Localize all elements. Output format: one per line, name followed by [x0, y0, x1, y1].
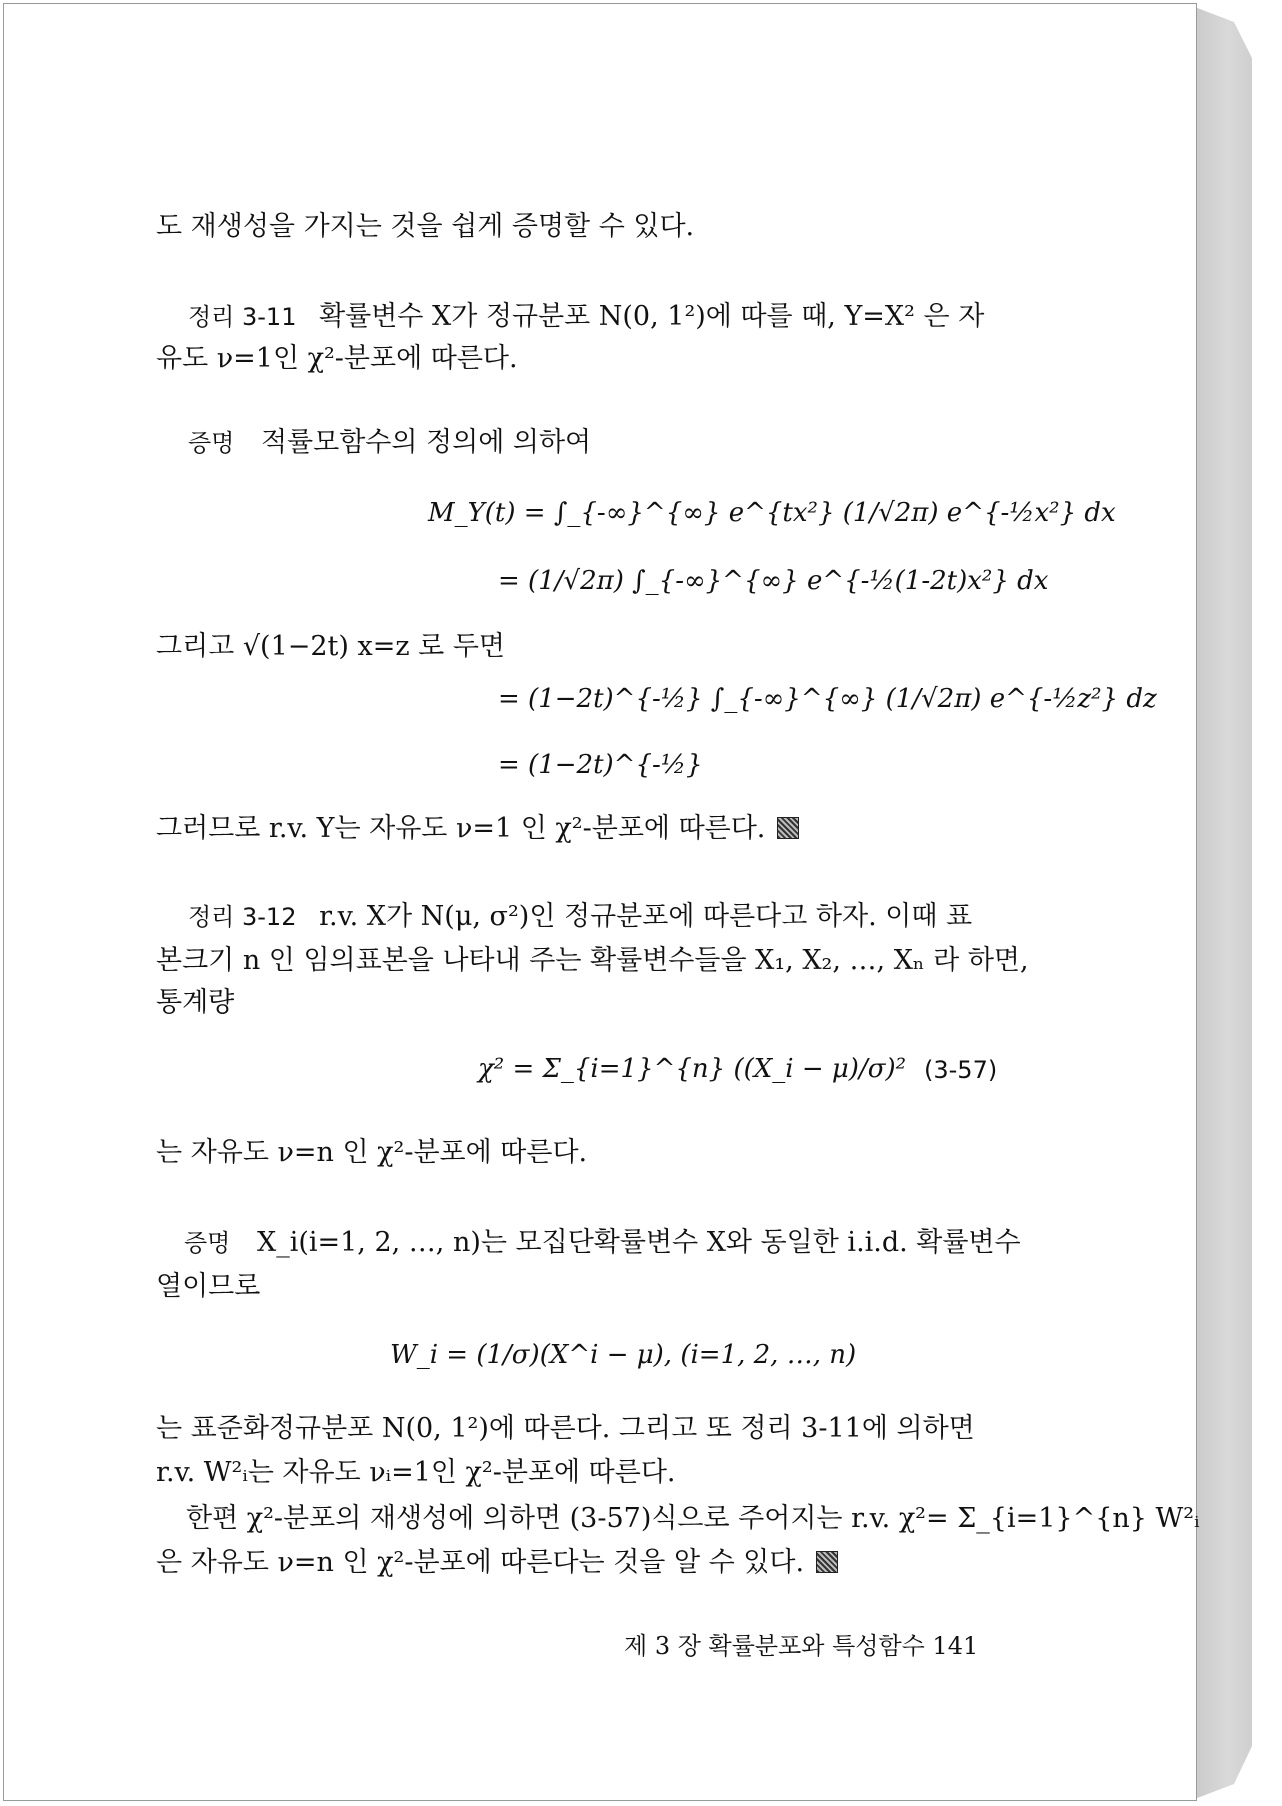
- proof-1: [188, 426, 1068, 460]
- theorem-label: 정리 3-11: [188, 303, 297, 331]
- conclusion-2: [156, 1546, 1036, 1580]
- equation-mgf-2: = (1/√2π) ∫_{-∞}^{∞} e^{-½(1-2t)x²} dx: [498, 566, 1049, 596]
- text-line: 는 표준화정규분포 N(0, 1²)에 따른다. 그리고 또 정리 3-11에 의하면: [156, 1413, 975, 1444]
- text-line: 그리고 √(1−2t) x=z 로 두면: [156, 631, 505, 662]
- proof-text: 적률모함수의 정의에 의하여: [260, 427, 592, 458]
- page-edge: [1192, 6, 1252, 1800]
- text-line: r.v. W²ᵢ는 자유도 νᵢ=1인 χ²-분포에 따른다.: [156, 1457, 676, 1488]
- equation-mgf-4: = (1−2t)^{-½}: [498, 750, 703, 780]
- text-line: 본크기 n 인 임의표본을 나타내 주는 확률변수들을 X₁, X₂, …, Xₙ 라 하면,: [156, 945, 1029, 976]
- qed-icon: [777, 817, 799, 839]
- text-line: 통계량: [156, 987, 235, 1018]
- qed-icon: [816, 1551, 838, 1573]
- theorem-text: r.v. X가 N(μ, σ²)인 정규분포에 따른다고 하자. 이때 표: [319, 901, 973, 932]
- text-line: 는 자유도 ν=n 인 χ²-분포에 따른다.: [156, 1137, 588, 1168]
- proof-text: X_i(i=1, 2, …, n)는 모집단확률변수 X와 동일한 i.i.d. 확률변수: [256, 1227, 1021, 1258]
- text-line: 한편 χ²-분포의 재생성에 의하면 (3-57)식으로 주어지는 r.v. χ²= Σ_{i=1}^{n} W²ᵢ: [186, 1503, 1200, 1534]
- theorem-label: 정리 3-12: [188, 903, 297, 931]
- equation-number: (3-57): [924, 1056, 998, 1084]
- equation-mgf: M_Y(t) = ∫_{-∞}^{∞} e^{tx²} (1/√2π) e^{-½x²} dx: [428, 498, 1116, 528]
- proof-label: 증명: [188, 429, 235, 457]
- proof-label: 증명: [184, 1229, 231, 1257]
- proof-2: [184, 1226, 1064, 1260]
- book-page: [4, 4, 1200, 1800]
- page-footer: 제 3 장 확률분포와 특성함수 141: [624, 1632, 979, 1660]
- theorem-3-12: [188, 900, 1068, 934]
- conclusion-text: 은 자유도 ν=n 인 χ²-분포에 따른다는 것을 알 수 있다.: [156, 1547, 805, 1578]
- equation-standardize: W_i = (1/σ)(X^i − μ), (i=1, 2, …, n): [390, 1340, 857, 1370]
- conclusion-text: 그러므로 r.v. Y는 자유도 ν=1 인 χ²-분포에 따른다.: [156, 813, 766, 844]
- equation-mgf-3: = (1−2t)^{-½} ∫_{-∞}^{∞} (1/√2π) e^{-½z²} dz: [498, 684, 1157, 714]
- text-line: 열이므로: [156, 1271, 261, 1302]
- theorem-3-11: [188, 300, 1068, 334]
- conclusion-1: [156, 812, 1036, 846]
- text-line: 유도 ν=1인 χ²-분포에 따른다.: [156, 343, 518, 374]
- equation-chi-square: χ² = Σ_{i=1}^{n} ((X_i − μ)/σ)²: [478, 1054, 907, 1084]
- theorem-text: 확률변수 X가 정규분포 N(0, 1²)에 따를 때, Y=X² 은 자: [319, 301, 985, 332]
- text-line: 도 재생성을 가지는 것을 쉽게 증명할 수 있다.: [156, 211, 695, 242]
